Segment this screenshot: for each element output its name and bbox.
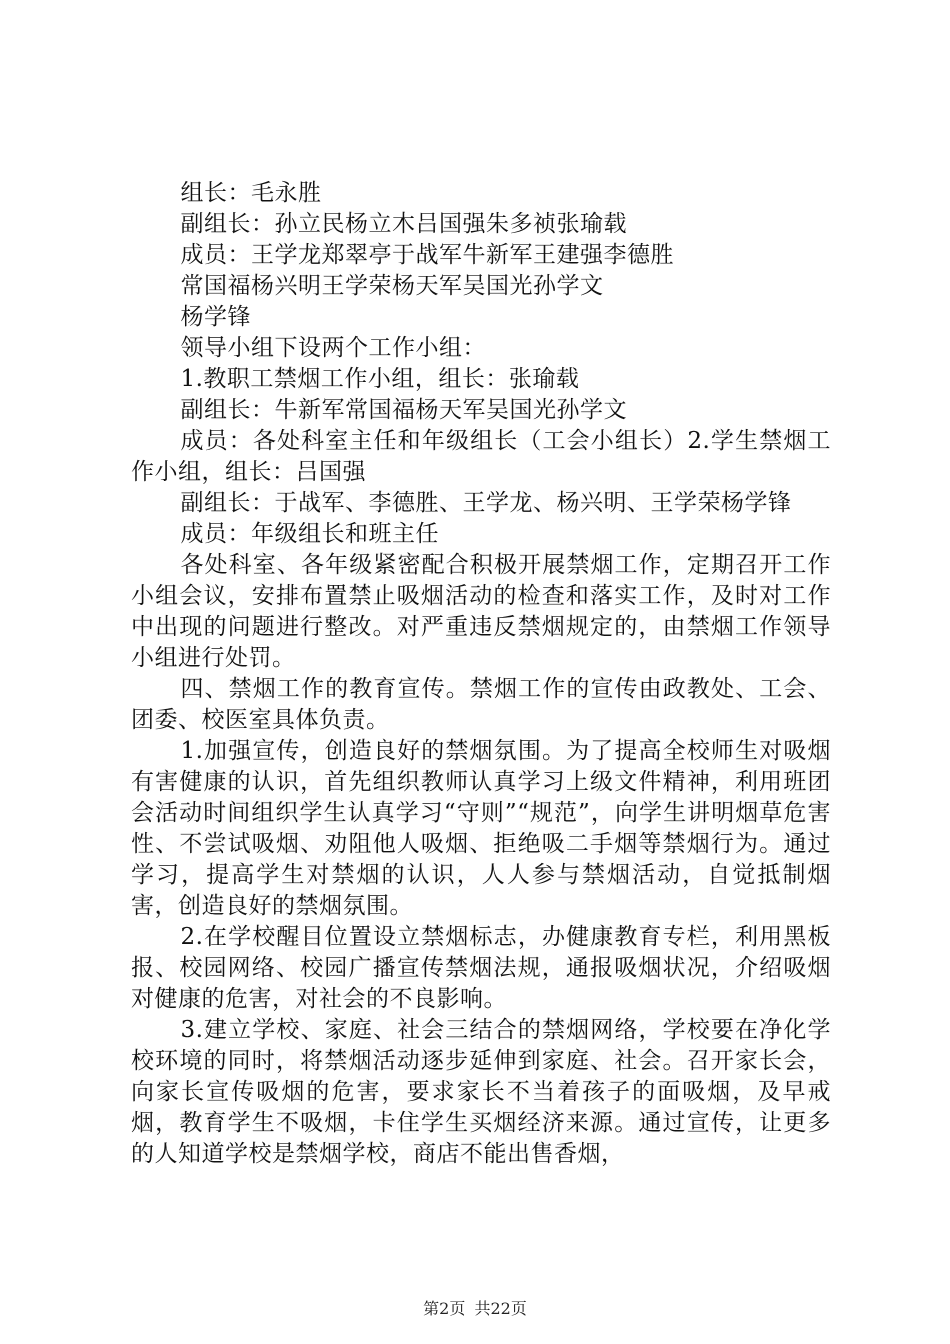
paragraph-members-cont: 常国福杨兴明王学荣杨天军吴国光孙学文 [180,273,604,299]
paragraph-student-deputies: 副组长：于战军、李德胜、王学龙、杨兴明、王学荣杨学锋 [180,490,792,516]
page-footer [0,1296,950,1319]
paragraph-subgroups-intro: 领导小组下设两个工作小组： [180,335,486,361]
page-number: 第2页 [423,1299,466,1318]
paragraph-item-2: 2.在学校醒目位置设立禁烟标志，办健康教育专栏，利用黑板报、校园网络、校园广播宣传禁烟法规，通报吸烟状况，介绍吸烟对健康的危害，对社会的不良影响。 [131,924,831,1012]
paragraph-cooperation: 各处科室、各年级紧密配合积极开展禁烟工作，定期召开工作小组会议，安排布置禁止吸烟活动的检查和落实工作，及时对工作中出现的问题进行整改。对严重违反禁烟规定的，由禁烟工作领导小组进行处罚。 [131,552,831,671]
paragraph-student-members: 成员：年级组长和班主任 [180,521,439,547]
paragraph-item-1: 1.加强宣传，创造良好的禁烟氛围。为了提高全校师生对吸烟有害健康的认识，首先组织教师认真学习上级文件精神，利用班团会活动时间组织学生认真学习“守则”“规范”，向学生讲明烟草危害性、不尝试吸烟、劝阻他人吸烟、拒绝吸二手烟等禁烟行为。通过学习，提高学生对禁烟的认识，人人参与禁烟活动，自觉抵制烟害，创造良好的禁烟氛围。 [131,738,831,919]
paragraph-item-3: 3.建立学校、家庭、社会三结合的禁烟网络，学校要在净化学校环境的同时，将禁烟活动逐步延伸到家庭、社会。召开家长会，向家长宣传吸烟的危害，要求家长不当着孩子的面吸烟，及早戒烟，教育学生不吸烟，卡住学生买烟经济来源。通过宣传，让更多的人知道学校是禁烟学校，商店不能出售香烟， [131,1017,831,1167]
paragraph-members-cont-2: 杨学锋 [180,304,251,330]
page-total: 共22页 [474,1299,527,1318]
paragraph-members: 成员：王学龙郑翠亭于战军牛新军王建强李德胜 [180,242,674,268]
document-body [131,178,831,1170]
paragraph-staff-members: 成员：各处科室主任和年级组长（工会小组长）2.学生禁烟工作小组，组长：吕国强 [131,428,831,485]
paragraph-section-four: 四、禁烟工作的教育宣传。禁烟工作的宣传由政教处、工会、团委、校医室具体负责。 [131,676,831,733]
paragraph-staff-group: 1.教职工禁烟工作小组，组长：张瑜载 [180,366,580,392]
paragraph-deputy-leaders: 副组长：孙立民杨立木吕国强朱多祯张瑜载 [180,211,627,237]
paragraph-staff-deputies: 副组长：牛新军常国福杨天军吴国光孙学文 [180,397,627,423]
paragraph-leader: 组长：毛永胜 [180,180,322,206]
